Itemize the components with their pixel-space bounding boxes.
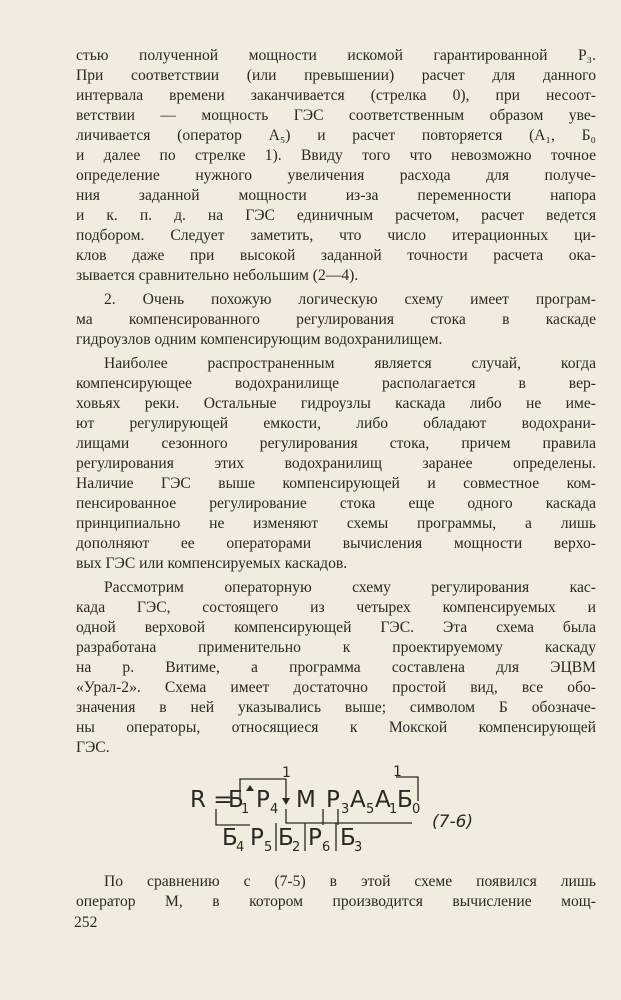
text-line: када ГЭС, состоящего из четырех компенсируемых и (76, 599, 596, 616)
formula-subscript: 4 (236, 840, 245, 855)
formula-subscript: 2 (292, 840, 301, 855)
formula-subscript: 3 (354, 840, 363, 855)
page-number: 252 (74, 914, 98, 931)
text-line: определение нужного увеличения расхода для получе- (76, 167, 596, 184)
text-line: регулирования этих водохранилищ заранее определены. (76, 455, 596, 472)
text-line: зывается сравнительно небольшим (2—4). (76, 267, 359, 284)
text-line: Рассмотрим операторную схему регулирования кас- (104, 579, 596, 596)
formula-lhs: R = (190, 787, 233, 813)
text-line: подбором. Следует заметить, что число итерационных ци- (76, 227, 596, 244)
arrow-label: 1 (393, 765, 402, 780)
text-line: ния заданной мощности из-за переменности напора (76, 187, 596, 204)
formula-svg (190, 765, 520, 865)
text-line: стью полученной мощности искомой гарантированной P₃. (76, 47, 596, 64)
formula-symbol: Б (340, 825, 356, 851)
text-line: разработана применительно к проектируемому каскаду (76, 639, 596, 656)
text-line: При соответствии (или превышении) расчет для данного (76, 67, 596, 84)
text-line: пенсированное регулирование стока еще одного каскада (76, 495, 596, 512)
formula-subscript: 5 (366, 802, 375, 817)
text-line: значения в ней указывались выше; символом Б обозначе- (76, 699, 596, 716)
text-line: личивается (оператор A₅) и расчет повторяется (A₁, Б₀ (76, 127, 596, 144)
operator-scheme-formula (190, 765, 520, 865)
formula-symbol: Б (222, 825, 238, 851)
formula-symbol: P (326, 787, 340, 813)
text-line: и к. п. д. на ГЭС единичным расчетом, расчет ведется (76, 207, 596, 224)
formula-symbol: A (350, 787, 366, 813)
formula-symbol: Б (397, 787, 413, 813)
formula-symbol: Б (278, 825, 294, 851)
text-line: одной верховой компенсирующей ГЭС. Эта схема была (76, 619, 596, 636)
text-line: дополняют ее операторами вычисления мощности верхо- (76, 535, 596, 552)
formula-symbol: P (308, 825, 322, 851)
formula-subscript: 3 (341, 802, 350, 817)
text-line: ГЭС. (76, 739, 110, 756)
text-line: ют регулирующей емкости, либо обладают водохрани- (76, 415, 596, 432)
text-line: на р. Витиме, а программа составлена для ЭЦВМ (76, 659, 596, 676)
arrow-head-icon (246, 785, 254, 791)
text-line: ма компенсированного регулирования стока в каскаде (76, 311, 596, 328)
formula-symbol: A (375, 787, 391, 813)
text-line: гидроузлов одним компенсирующим водохранилищем. (76, 331, 443, 348)
formula-subscript: 4 (270, 802, 279, 817)
text-line: клов даже при высокой заданной точности расчета ока- (76, 247, 596, 264)
text-line: интервала времени заканчивается (стрелка 0), при несоот- (76, 87, 596, 104)
equation-number: (7-6) (432, 812, 474, 832)
text-line: компенсирующее водохранилище располагается в вер- (76, 375, 596, 392)
arrow-label: 1 (282, 765, 291, 781)
formula-subscript: 1 (389, 802, 398, 817)
formula-symbol: Б (228, 787, 244, 813)
text-line: ветствии — мощность ГЭС соответственным образом уве- (76, 107, 596, 124)
formula-subscript: 1 (241, 802, 250, 817)
text-line: Наиболее распространенным является случай, когда (104, 355, 596, 372)
formula-subscript: 5 (264, 840, 273, 855)
formula-subscript: 6 (322, 840, 331, 855)
arrow-head-icon (282, 798, 290, 805)
text-line: «Урал-2». Схема имеет достаточно простой вид, все обо- (76, 679, 596, 696)
text-line: и далее по стрелке 1). Ввиду того что невозможно точное (76, 147, 596, 164)
text-line: ны операторы, относящиеся к Мокской компенсирующей (76, 719, 596, 736)
formula-symbol: M (296, 787, 316, 813)
text-line: принципиально не изменяют схемы программы, а лишь (76, 515, 596, 532)
text-line: 2. Очень похожую логическую схему имеет програм- (104, 291, 596, 308)
text-line: вых ГЭС или компенсируемых каскадов. (76, 555, 348, 572)
text-line: Наличие ГЭС выше компенсирующей и совместное ком- (76, 475, 596, 492)
text-line: ховьях реки. Остальные гидроузлы каскада либо не име- (76, 395, 596, 412)
text-line: лищами сезонного регулирования стока, причем правила (76, 435, 596, 452)
text-line: оператор M, в котором производится вычисление мощ- (76, 893, 596, 910)
text-line: По сравнению с (7-5) в этой схеме появился лишь (104, 873, 596, 890)
formula-subscript: 0 (412, 802, 421, 817)
formula-symbol: P (250, 825, 264, 851)
formula-symbol: P (256, 787, 270, 813)
